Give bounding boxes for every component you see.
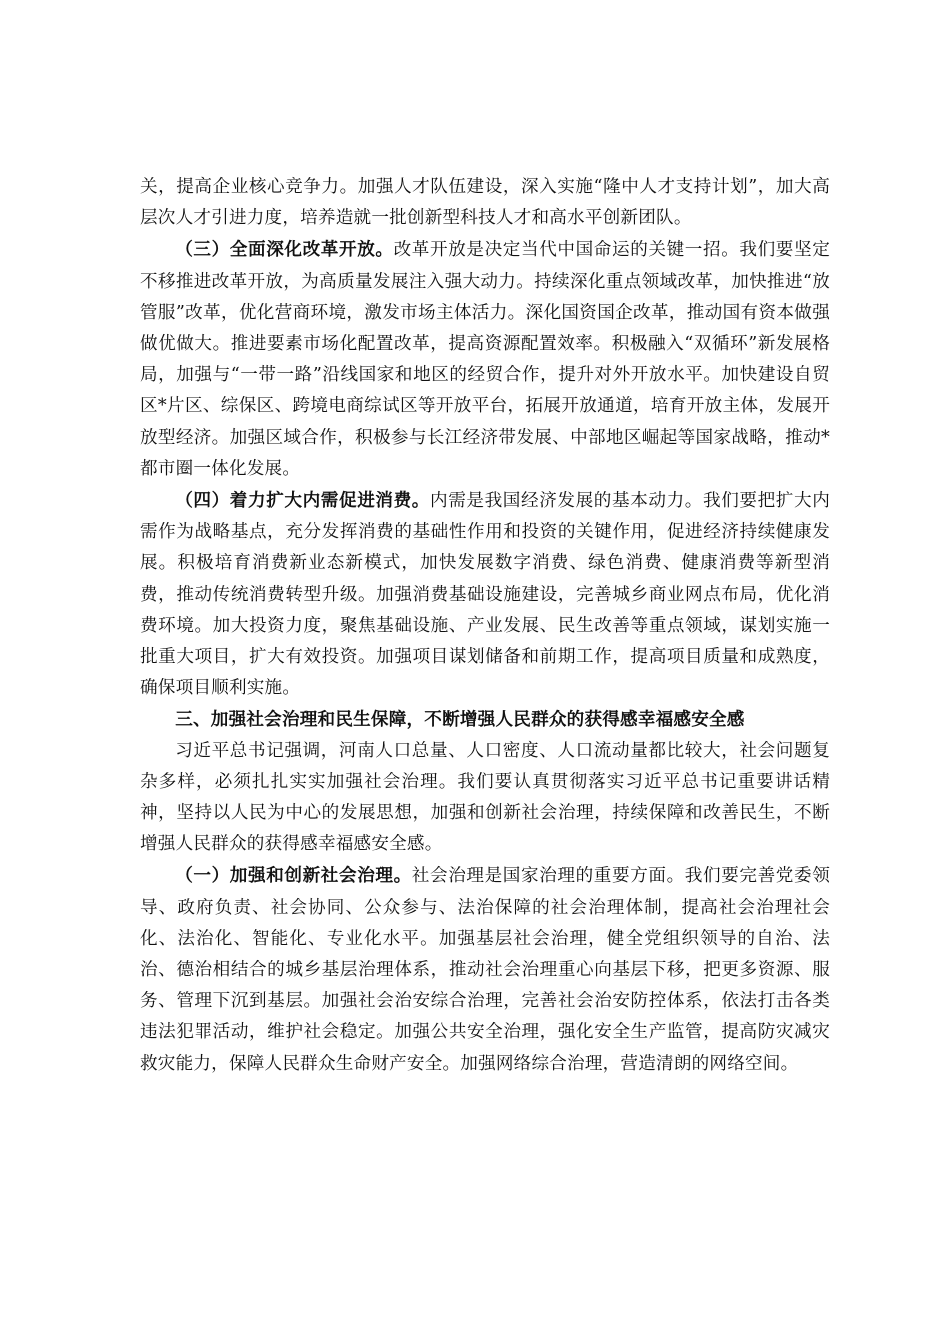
section-heading: 三、加强社会治理和民生保障，不断增强人民群众的获得感幸福感安全感 xyxy=(175,709,745,731)
paragraph-text: 社会治理是国家治理的重要方面。我们要完善党委领导、政府负责、社会协同、公众参与、法治保障的社会治理体制，提高社会治理社会化、法治化、智能化、专业化水平。加强基层社会治理，健全党组织领导的自治、法治、德治相结合的城乡基层治理体系，推动社会治理重心向基层下移，把更多资源、服务、管理下沉到基层。加强社会治安综合治理，完善社会治安防控体系，依法打击各类违法犯罪活动，维护社会稳定。加强公共安全治理，强化安全生产监管，提高防灾减灾救灾能力，保障人民群众生命财产安全。加强网络综合治理，营造清朗的网络空间。 xyxy=(140,866,830,1074)
paragraph-lead-heading: （三）全面深化改革开放。 xyxy=(175,239,394,261)
paragraph-section-four xyxy=(140,485,830,704)
paragraph-text: 内需是我国经济发展的基本动力。我们要把扩大内需作为战略基点，充分发挥消费的基础性作用和投资的关键作用，促进经济持续健康发展。积极培育消费新业态新模式，加快发展数字消费、绿色消费、健康消费等新型消费，推动传统消费转型升级。加强消费基础设施建设，完善城乡商业网点布局，优化消费环境。加大投资力度，聚焦基础设施、产业发展、民生改善等重点领域，谋划实施一批重大项目，扩大有效投资。加强项目谋划储备和前期工作，提高项目质量和成熟度，确保项目顺利实施。 xyxy=(140,491,830,699)
document-body xyxy=(140,172,830,1080)
paragraph-section-one xyxy=(140,860,830,1079)
paragraph-intro xyxy=(140,736,830,861)
paragraph-text: 关，提高企业核心竞争力。加强人才队伍建设，深入实施“隆中人才支持计划”，加大高层次人才引进力度，培养造就一批创新型科技人才和高水平创新团队。 xyxy=(140,177,830,229)
paragraph-continuation xyxy=(140,172,830,234)
paragraph-text: 习近平总书记强调，河南人口总量、人口密度、人口流动量都比较大，社会问题复杂多样，必须扎扎实实加强社会治理。我们要认真贯彻落实习近平总书记重要讲话精神，坚持以人民为中心的发展思想，加强和创新社会治理，持续保障和改善民生，不断增强人民群众的获得感幸福感安全感。 xyxy=(140,740,830,855)
paragraph-section-three xyxy=(140,234,830,485)
paragraph-text: 改革开放是决定当代中国命运的关键一招。我们要坚定不移推进改革开放，为高质量发展注入强大动力。持续深化重点领域改革，加快推进“放管服”改革，优化营商环境，激发市场主体活力。深化国资国企改革，推动国有资本做强做优做大。推进要素市场化配置改革，提高资源配置效率。积极融入“双循环”新发展格局，加强与“一带一路”沿线国家和地区的经贸合作，提升对外开放水平。加快建设自贸区*片区、综保区、跨境电商综试区等开放平台，拓展开放通道，培育开放主体，发展开放型经济。加强区域合作，积极参与长江经济带发展、中部地区崛起等国家战略，推动*都市圈一体化发展。 xyxy=(140,240,830,479)
paragraph-lead-heading: （四）着力扩大内需促进消费。 xyxy=(175,490,430,512)
paragraph-lead-heading: （一）加强和创新社会治理。 xyxy=(175,865,412,887)
